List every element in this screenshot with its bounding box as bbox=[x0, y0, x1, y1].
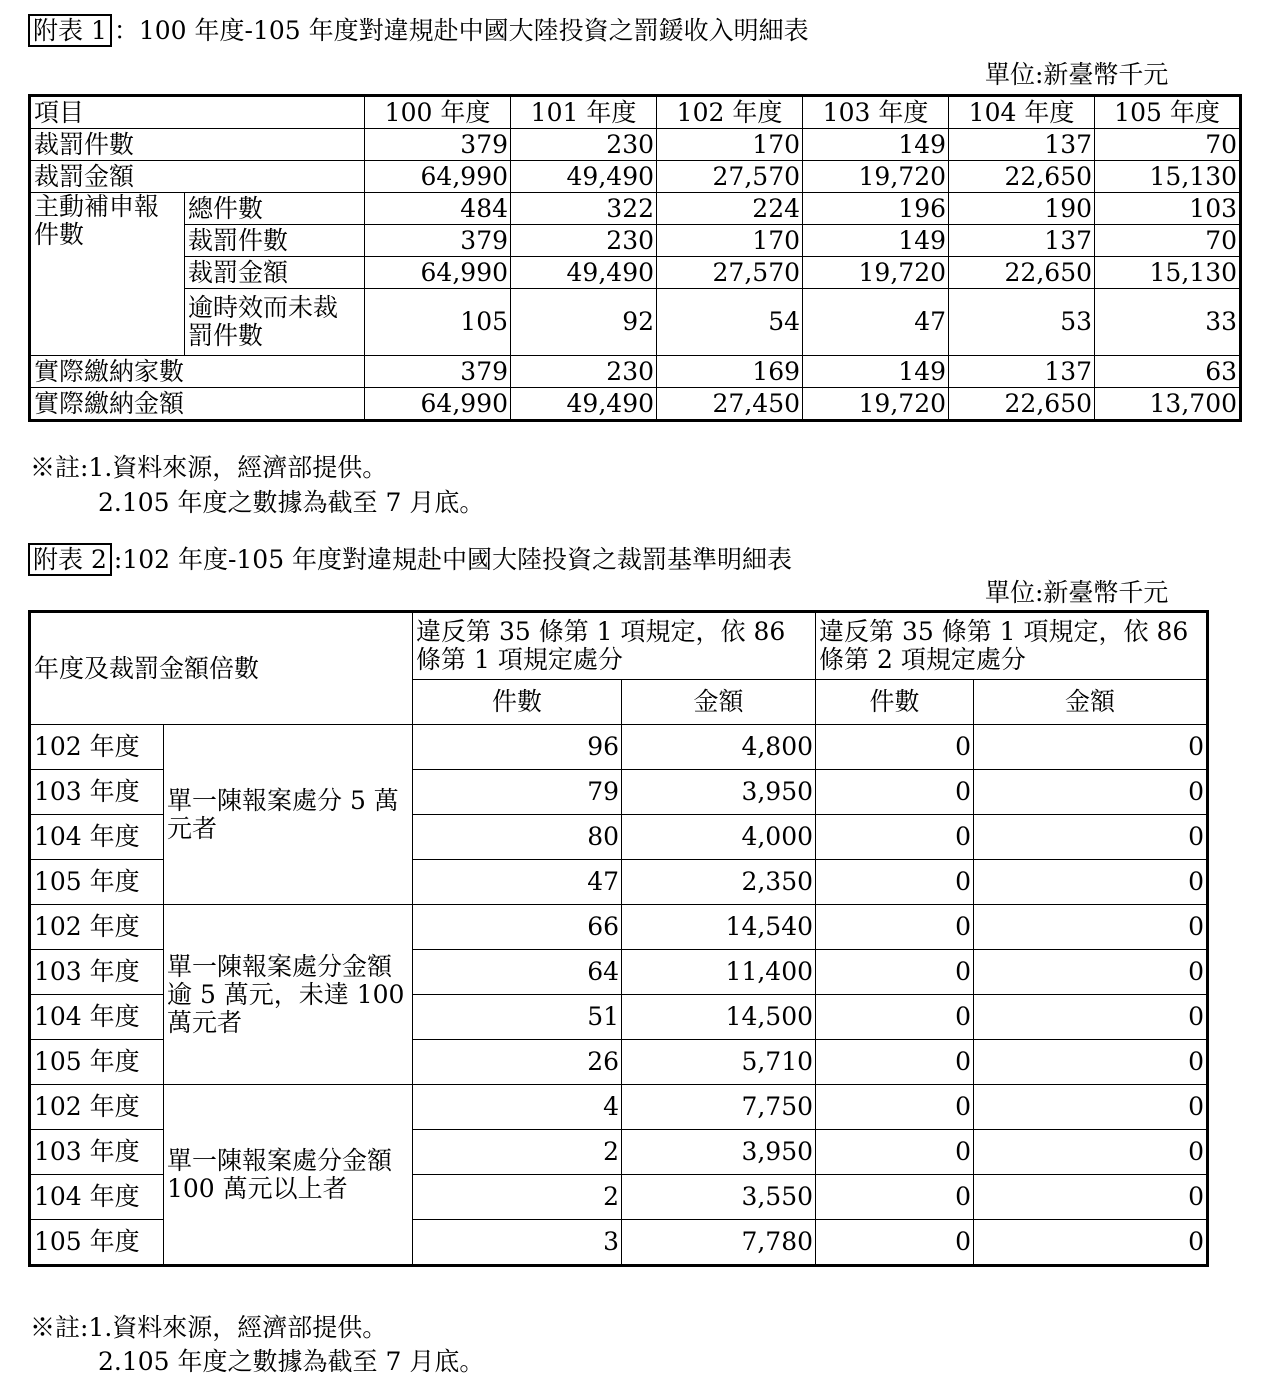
table1-header-cell: 104 年度 bbox=[949, 96, 1095, 129]
table2-body bbox=[30, 725, 1208, 1266]
table1-note-1: ※註:1.資料來源，經濟部提供。 bbox=[30, 453, 388, 482]
table1-row bbox=[30, 225, 1241, 257]
table1-cell: 149 bbox=[803, 356, 949, 388]
table1-cell: 63 bbox=[1095, 356, 1241, 388]
table1-header-cell: 105 年度 bbox=[1095, 96, 1241, 129]
table1-cell: 64,990 bbox=[365, 388, 511, 421]
table1-row-label: 裁罰金額 bbox=[185, 257, 365, 289]
table2-year: 104 年度 bbox=[30, 995, 164, 1040]
table1-cell: 170 bbox=[657, 225, 803, 257]
table2-cell: 0 bbox=[974, 860, 1208, 905]
table2-subheader: 件數 bbox=[413, 680, 622, 725]
table2-year: 102 年度 bbox=[30, 905, 164, 950]
table1-title bbox=[28, 16, 809, 46]
table1-row-label: 逾時效而未裁罰件數 bbox=[185, 289, 365, 356]
table1-cell: 137 bbox=[949, 356, 1095, 388]
table2-cell: 26 bbox=[413, 1040, 622, 1085]
table2-cell: 7,780 bbox=[622, 1220, 816, 1266]
table2-year: 104 年度 bbox=[30, 1175, 164, 1220]
table2-corner: 年度及裁罰金額倍數 bbox=[30, 612, 413, 725]
table2-cell: 2,350 bbox=[622, 860, 816, 905]
table2-cell: 0 bbox=[974, 1085, 1208, 1130]
table2-cell: 0 bbox=[816, 1220, 974, 1266]
table1-cell: 22,650 bbox=[949, 257, 1095, 289]
table1-cell: 149 bbox=[803, 129, 949, 161]
table1-cell: 49,490 bbox=[511, 257, 657, 289]
table2-cell: 2 bbox=[413, 1175, 622, 1220]
table2-subheader: 件數 bbox=[816, 680, 974, 725]
table1-header-cell: 100 年度 bbox=[365, 96, 511, 129]
table2-col-group-2: 違反第 35 條第 1 項規定，依 86 條第 2 項規定處分 bbox=[816, 612, 1208, 680]
table2-cell: 0 bbox=[816, 725, 974, 770]
table1-row-label: 實際繳納家數 bbox=[30, 356, 365, 388]
table1-cell: 169 bbox=[657, 356, 803, 388]
table1-row bbox=[30, 289, 1241, 356]
table2-cell: 4,800 bbox=[622, 725, 816, 770]
table1-cell: 27,450 bbox=[657, 388, 803, 421]
table2-cell: 0 bbox=[816, 905, 974, 950]
table2-cell: 0 bbox=[974, 815, 1208, 860]
table2-cell: 0 bbox=[816, 1130, 974, 1175]
table2-year: 105 年度 bbox=[30, 860, 164, 905]
table1 bbox=[28, 94, 1242, 422]
table1-cell: 137 bbox=[949, 225, 1095, 257]
table1-cell: 27,570 bbox=[657, 161, 803, 193]
table1-cell: 49,490 bbox=[511, 161, 657, 193]
table1-row bbox=[30, 161, 1241, 193]
table2-cell: 0 bbox=[974, 1130, 1208, 1175]
table2-cell: 3,950 bbox=[622, 770, 816, 815]
table1-cell: 379 bbox=[365, 225, 511, 257]
table1-unit: 單位:新臺幣千元 bbox=[985, 60, 1169, 89]
table1-cell: 230 bbox=[511, 129, 657, 161]
table1-cell: 64,990 bbox=[365, 257, 511, 289]
table2-cell: 51 bbox=[413, 995, 622, 1040]
table2-cell: 79 bbox=[413, 770, 622, 815]
table2-cell: 0 bbox=[974, 950, 1208, 995]
table2-cell: 3,950 bbox=[622, 1130, 816, 1175]
table1-row bbox=[30, 388, 1241, 421]
table2-year: 104 年度 bbox=[30, 815, 164, 860]
table1-note-2: 2.105 年度之數據為截至 7 月底。 bbox=[98, 488, 485, 517]
table2-year: 105 年度 bbox=[30, 1220, 164, 1266]
table2-cell: 3 bbox=[413, 1220, 622, 1266]
table2-cell: 5,710 bbox=[622, 1040, 816, 1085]
table2-row bbox=[30, 1085, 1208, 1130]
table2-cell: 14,540 bbox=[622, 905, 816, 950]
table2-cell: 3,550 bbox=[622, 1175, 816, 1220]
table2-year: 102 年度 bbox=[30, 725, 164, 770]
table2-cell: 0 bbox=[816, 1175, 974, 1220]
table2-cell: 0 bbox=[974, 1220, 1208, 1266]
table1-row bbox=[30, 356, 1241, 388]
table1-row bbox=[30, 193, 1241, 225]
table2-unit: 單位:新臺幣千元 bbox=[985, 578, 1169, 607]
table1-cell: 19,720 bbox=[803, 161, 949, 193]
table2-subheader: 金額 bbox=[974, 680, 1208, 725]
table2-cell: 0 bbox=[974, 1040, 1208, 1085]
table1-cell: 322 bbox=[511, 193, 657, 225]
table2-cell: 0 bbox=[816, 1085, 974, 1130]
table2-cell: 0 bbox=[816, 860, 974, 905]
table2-title-text: :102 年度-105 年度對違規赴中國大陸投資之裁罰基準明細表 bbox=[113, 545, 793, 574]
table1-title-text: ：100 年度-105 年度對違規赴中國大陸投資之罰鍰收入明細表 bbox=[113, 16, 809, 45]
table1-row-label: 裁罰金額 bbox=[30, 161, 365, 193]
table1-cell: 484 bbox=[365, 193, 511, 225]
table1-cell: 379 bbox=[365, 129, 511, 161]
table1-row bbox=[30, 129, 1241, 161]
table2-group-label: 單一陳報案處分 5 萬元者 bbox=[164, 725, 413, 905]
table2-year: 105 年度 bbox=[30, 1040, 164, 1085]
table1-cell: 15,130 bbox=[1095, 161, 1241, 193]
table2-cell: 0 bbox=[816, 995, 974, 1040]
table1-cell: 103 bbox=[1095, 193, 1241, 225]
table2-cell: 0 bbox=[974, 770, 1208, 815]
table1-cell: 54 bbox=[657, 289, 803, 356]
table2-cell: 2 bbox=[413, 1130, 622, 1175]
table2 bbox=[28, 610, 1209, 1267]
table1-header-cell: 101 年度 bbox=[511, 96, 657, 129]
table1-row-label: 實際繳納金額 bbox=[30, 388, 365, 421]
table2-tag: 附表 2 bbox=[28, 543, 112, 576]
table2-cell: 4,000 bbox=[622, 815, 816, 860]
table2-cell: 11,400 bbox=[622, 950, 816, 995]
table1-cell: 190 bbox=[949, 193, 1095, 225]
table2-header-row bbox=[30, 612, 1208, 680]
table2-note-2: 2.105 年度之數據為截至 7 月底。 bbox=[98, 1347, 485, 1376]
table1-header-cell: 102 年度 bbox=[657, 96, 803, 129]
table1-row-label: 裁罰件數 bbox=[185, 225, 365, 257]
table1-cell: 230 bbox=[511, 225, 657, 257]
table2-cell: 47 bbox=[413, 860, 622, 905]
table2-cell: 0 bbox=[974, 725, 1208, 770]
table2-subheader: 金額 bbox=[622, 680, 816, 725]
table2-cell: 7,750 bbox=[622, 1085, 816, 1130]
table1-header-item: 項目 bbox=[30, 96, 365, 129]
table1-cell: 22,650 bbox=[949, 388, 1095, 421]
table1-cell: 92 bbox=[511, 289, 657, 356]
table2-cell: 66 bbox=[413, 905, 622, 950]
table1-cell: 70 bbox=[1095, 225, 1241, 257]
table2-row bbox=[30, 905, 1208, 950]
table1-cell: 196 bbox=[803, 193, 949, 225]
table2-cell: 0 bbox=[816, 1040, 974, 1085]
table1-tag: 附表 1 bbox=[28, 14, 112, 47]
table2-cell: 0 bbox=[974, 995, 1208, 1040]
table2-cell: 4 bbox=[413, 1085, 622, 1130]
table1-cell: 47 bbox=[803, 289, 949, 356]
table1-cell: 105 bbox=[365, 289, 511, 356]
table2-cell: 0 bbox=[974, 905, 1208, 950]
table2-year: 102 年度 bbox=[30, 1085, 164, 1130]
table2-group-label: 單一陳報案處分金額 100 萬元以上者 bbox=[164, 1085, 413, 1266]
table2-cell: 0 bbox=[816, 815, 974, 860]
table2-cell: 0 bbox=[974, 1175, 1208, 1220]
table1-cell: 170 bbox=[657, 129, 803, 161]
table2-row bbox=[30, 725, 1208, 770]
table1-cell: 224 bbox=[657, 193, 803, 225]
table1-row-label: 裁罰件數 bbox=[30, 129, 365, 161]
table1-cell: 53 bbox=[949, 289, 1095, 356]
table2-cell: 64 bbox=[413, 950, 622, 995]
table2-title bbox=[28, 545, 792, 575]
table1-cell: 19,720 bbox=[803, 257, 949, 289]
table2-year: 103 年度 bbox=[30, 1130, 164, 1175]
table1-header-cell: 103 年度 bbox=[803, 96, 949, 129]
table1-cell: 379 bbox=[365, 356, 511, 388]
table1-cell: 49,490 bbox=[511, 388, 657, 421]
table1-row bbox=[30, 257, 1241, 289]
table1-cell: 70 bbox=[1095, 129, 1241, 161]
table1-cell: 149 bbox=[803, 225, 949, 257]
table2-cell: 80 bbox=[413, 815, 622, 860]
table1-header-row bbox=[30, 96, 1241, 129]
table1-cell: 64,990 bbox=[365, 161, 511, 193]
table1-cell: 15,130 bbox=[1095, 257, 1241, 289]
table2-group-label: 單一陳報案處分金額逾 5 萬元，未達 100 萬元者 bbox=[164, 905, 413, 1085]
table1-cell: 19,720 bbox=[803, 388, 949, 421]
table1-cell: 22,650 bbox=[949, 161, 1095, 193]
table1-cell: 13,700 bbox=[1095, 388, 1241, 421]
table2-cell: 96 bbox=[413, 725, 622, 770]
table1-cell: 27,570 bbox=[657, 257, 803, 289]
table1-group-label: 主動補申報件數 bbox=[30, 193, 185, 356]
table1-cell: 137 bbox=[949, 129, 1095, 161]
table1-row-label: 總件數 bbox=[185, 193, 365, 225]
table2-cell: 0 bbox=[816, 950, 974, 995]
table2-col-group-1: 違反第 35 條第 1 項規定，依 86 條第 1 項規定處分 bbox=[413, 612, 816, 680]
table2-note-1: ※註:1.資料來源，經濟部提供。 bbox=[30, 1313, 388, 1342]
table1-cell: 230 bbox=[511, 356, 657, 388]
table2-year: 103 年度 bbox=[30, 950, 164, 995]
table2-year: 103 年度 bbox=[30, 770, 164, 815]
table1-cell: 33 bbox=[1095, 289, 1241, 356]
table2-cell: 14,500 bbox=[622, 995, 816, 1040]
table2-cell: 0 bbox=[816, 770, 974, 815]
